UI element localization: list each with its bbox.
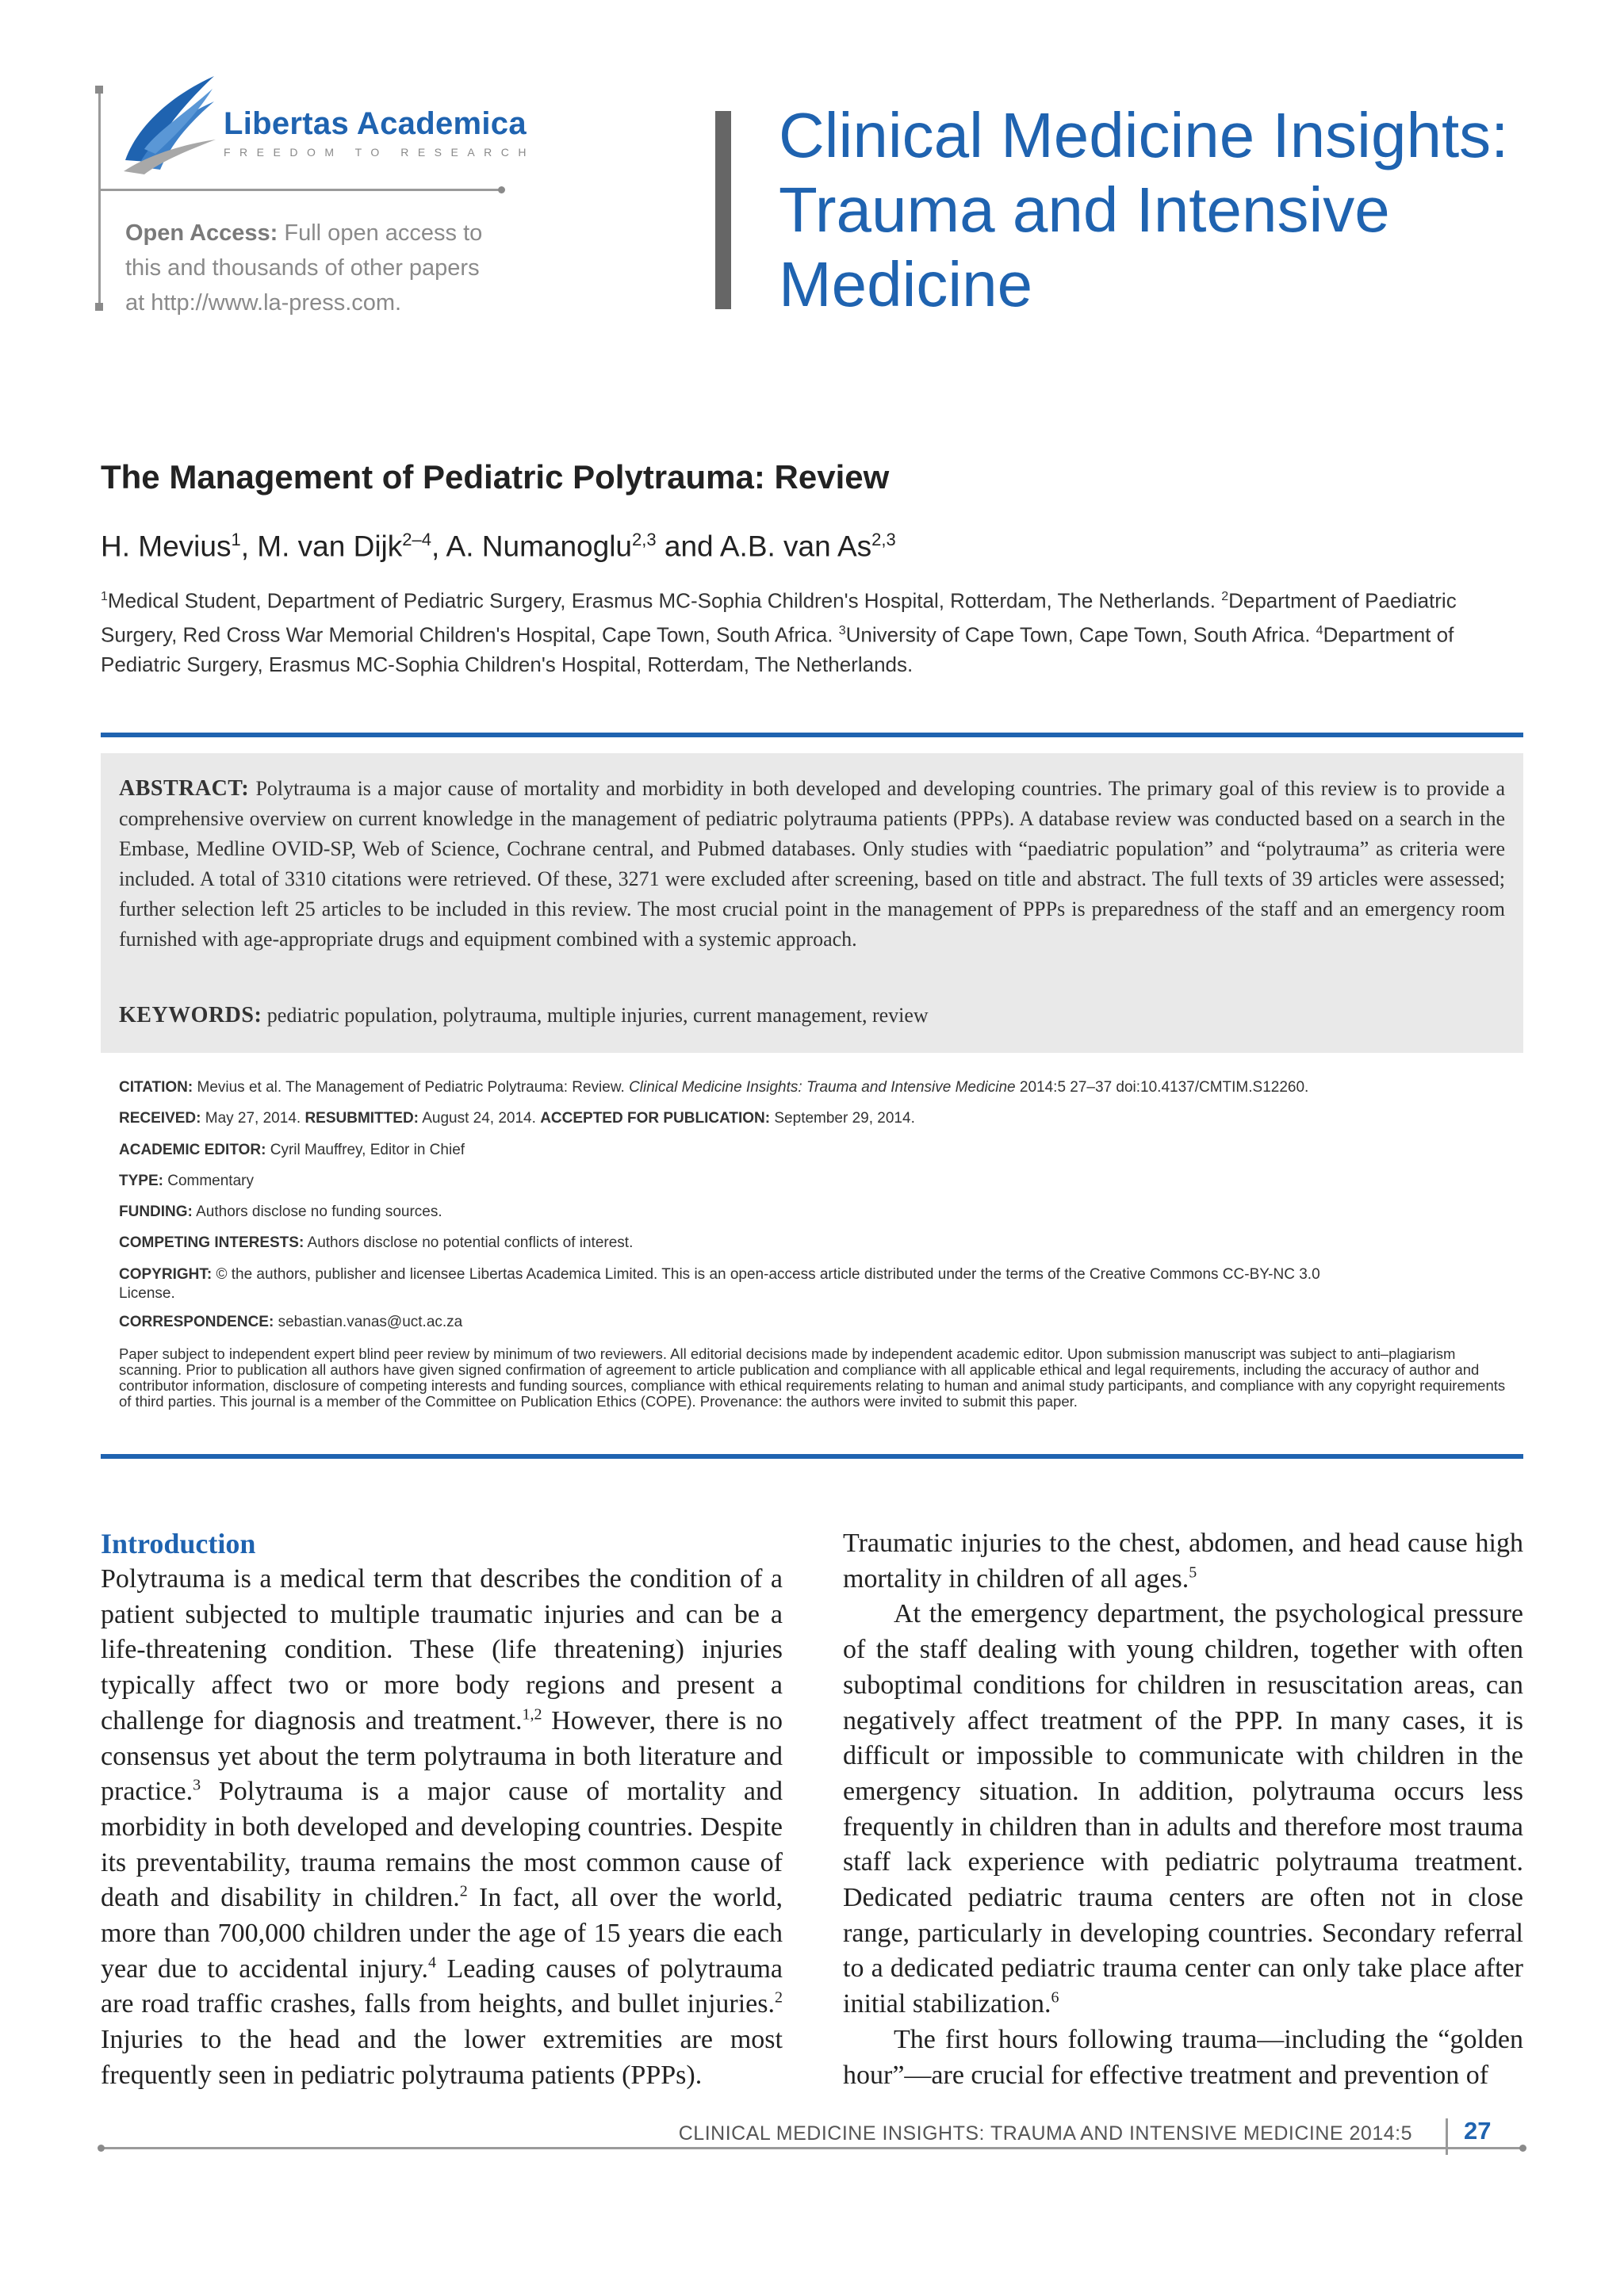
correspondence-email: sebastian.vanas@uct.ac.za	[274, 1314, 463, 1330]
author-name: A. Numanoglu	[446, 530, 632, 563]
author-list	[101, 530, 896, 563]
author-affiliation-marker: 2,3	[871, 530, 896, 549]
received-label: RECEIVED:	[119, 1110, 201, 1127]
logo-tagline: FREEDOM TO RESEARCH	[224, 146, 536, 159]
page-number: 27	[1464, 2117, 1492, 2145]
author-separator: ,	[431, 530, 446, 563]
body-column-right	[843, 1526, 1523, 2093]
paragraph: At the emergency department, the psychological pressure of the staff dealing with young children, together with often suboptimal conditions for children in resuscitation areas, can negatively affect treatment of the PPP. In many cases, it is difficult or impossible to communicate with children in the emergency situation. In addition, polytrauma occurs less frequently in children than in adults and therefore most trauma staff lack experience with pediatric polytrauma treatment. Dedicated pediatric trauma centers are often not in close range, particularly in developing countries. Secondary referral to a dedicated pediatric trauma center can only take place after initial stabilization.$^6$	[843, 1599, 1523, 2019]
type-label: TYPE:	[119, 1173, 163, 1189]
copyright-value: © the authors, publisher and licensee Libertas Academica Limited. This is an open-access article distributed under the terms of the Creative Commons CC-BY-NC 3.0 License.	[119, 1266, 1320, 1302]
abstract	[119, 774, 1505, 955]
peer-review-note: Paper subject to independent expert blind peer review by minimum of two reviewers. All editorial decisions made by independent academic editor. Upon submission manuscript was subject to anti–plagiarism scanning. Prior to publication all authors have given signed confirmation of agreement to article publication and compliance with all applicable ethical and legal requirements, including the accuracy of author and contributor information, disclosure of competing interests and funding sources, compliance with ethical requirements relating to human and animal study participants, and compliance with any copyright requirements of third parties. This journal is a member of the Committee on Publication Ethics (COPE). Provenance: the authors were invited to submit this paper.	[119, 1345, 1506, 1410]
abstract-text: Polytrauma is a major cause of mortality and morbidity in both developed and developing countries. The primary goal of this review is to provide a comprehensive overview on current knowledge in the management of pediatric polytrauma patients (PPPs). A database review was conducted based on a search in the Embase, Medline OVID-SP, Web of Science, Cochrane central, and Pubmed databases. Only studies with “paediatric population” and “polytrauma” as criteria were included. A total of 3310 citations were retrieved. Of these, 3271 were excluded after screening, based on title and abstract. The full texts of 39 articles were assessed; further selection left 25 articles to be included in this review. The most crucial point in the management of PPPs is preparedness of the staff and an emergency room furnished with age-appropriate drugs and equipment combined with a systemic approach.	[119, 777, 1505, 951]
accepted-date: September 29, 2014.	[770, 1110, 915, 1127]
competing-label: COMPETING INTERESTS:	[119, 1234, 304, 1251]
libertas-logo-icon	[121, 73, 217, 174]
affiliation-text: Medical Student, Department of Pediatric Surgery, Erasmus MC-Sophia Children's Hospital, Rotterdam, The Netherlands.	[107, 588, 1222, 613]
author-affiliation-marker: 2–4	[402, 530, 431, 549]
resubmitted-date: August 24, 2014.	[419, 1110, 541, 1127]
brand-frame-horizontal	[98, 189, 503, 191]
keywords-label: KEYWORDS:	[119, 1003, 262, 1027]
footer-rule-dot	[1519, 2145, 1526, 2152]
affiliations	[101, 582, 1528, 679]
author-affiliation-marker: 1	[231, 530, 241, 549]
paragraph: The first hours following trauma—including the “golden hour”—are crucial for effective treatment and prevention of	[843, 2024, 1523, 2090]
article-title: The Management of Pediatric Polytrauma: Review	[101, 458, 890, 496]
author-name: H. Mevius	[101, 530, 232, 563]
affiliation-marker: 2	[1221, 590, 1229, 603]
author-separator: and	[656, 530, 720, 563]
author-separator: ,	[240, 530, 258, 563]
resubmitted-label: RESUBMITTED:	[304, 1110, 419, 1127]
section-rule-bottom	[101, 1454, 1523, 1459]
author-affiliation-marker: 2,3	[632, 530, 657, 549]
open-access-label: Open Access:	[125, 220, 278, 246]
logo-name: Libertas Academica	[224, 106, 527, 141]
footer-divider	[1446, 2118, 1448, 2155]
funding-line	[119, 1203, 1515, 1221]
funding-value: Authors disclose no funding sources.	[192, 1203, 442, 1220]
citation-journal: Clinical Medicine Insights: Trauma and Intensive Medicine	[629, 1079, 1016, 1096]
open-access-text: Full open access to this and thousands of other papers at http://www.la-press.com.	[125, 220, 483, 316]
editor-line	[119, 1142, 1515, 1159]
citation-text: Mevius et al. The Management of Pediatric Polytrauma: Review.	[193, 1079, 630, 1096]
accepted-label: ACCEPTED FOR PUBLICATION:	[540, 1110, 771, 1127]
citation-line	[119, 1079, 1515, 1096]
brand-frame-vertical	[98, 87, 101, 309]
type-value: Commentary	[163, 1173, 254, 1189]
affiliation-text: University of Cape Town, Cape Town, South Africa.	[845, 622, 1316, 647]
keywords	[119, 1003, 1505, 1028]
section-rule-top	[101, 733, 1523, 737]
affiliation-text: Department of Pediatric Surgery, Erasmus MC-Sophia Children's Hospital, Rotterdam, The Netherlands.	[101, 622, 1454, 677]
received-date: May 27, 2014.	[201, 1110, 305, 1127]
footer-rule-dot	[98, 2145, 105, 2152]
author-name: M. van Dijk	[257, 530, 403, 563]
footer-rule	[101, 2147, 1523, 2149]
copyright-label: COPYRIGHT:	[119, 1266, 213, 1283]
affiliation-marker: 4	[1316, 623, 1323, 637]
funding-label: FUNDING:	[119, 1203, 193, 1220]
abstract-label: ABSTRACT:	[119, 776, 250, 801]
keywords-text: pediatric population, polytrauma, multiple injuries, current management, review	[262, 1004, 929, 1027]
competing-interests-line	[119, 1234, 1515, 1252]
affiliation-text: Department of Paediatric Surgery, Red Cross War Memorial Children's Hospital, Cape Town, South Africa.	[101, 588, 1457, 647]
dates-line	[119, 1110, 1515, 1127]
type-line	[119, 1173, 1515, 1190]
section-heading-introduction: Introduction	[101, 1528, 256, 1559]
body-column-left	[101, 1526, 783, 2094]
paragraph: Traumatic injuries to the chest, abdomen, and head cause high mortality in children of all ages.$^5$	[843, 1529, 1523, 1594]
copyright-line	[119, 1265, 1356, 1303]
paragraph: Polytrauma is a medical term that describes the condition of a patient subjected to multiple traumatic injuries and can be a life-threatening condition. These (life threatening) injuries typically affect two or more body regions and present a challenge for diagnosis and treatment.$^{1,2}$ However, there is no consensus yet about the term polytrauma in both literature and practice.$^3$ Polytrauma is a major cause of mortality and morbidity in both developed and developing countries. Despite its preventability, trauma remains the most common cause of death and disability in children.$^2$ In fact, all over the world, more than 700,000 children under the age of 15 years die each year due to accidental injury.$^4$ Leading causes of polytrauma are road traffic crashes, falls from heights, and bullet injuries.$^2$ Injuries to the head and the lower extremities are most frequently seen in pediatric polytrauma patients (PPPs).	[101, 1564, 783, 2090]
brand-frame-dot	[498, 186, 505, 193]
journal-title-bar	[715, 111, 731, 309]
brand-frame-corner	[95, 86, 103, 94]
citation-doi: 2014:5 27–37 doi:10.4137/CMTIM.S12260.	[1015, 1079, 1309, 1096]
affiliation-marker: 1	[101, 590, 108, 603]
brand-frame-corner	[95, 303, 103, 311]
journal-title: Clinical Medicine Insights: Trauma and Intensive Medicine	[779, 100, 1509, 320]
citation-label: CITATION:	[119, 1079, 193, 1096]
editor-value: Cyril Mauffrey, Editor in Chief	[266, 1142, 465, 1158]
correspondence-line	[119, 1314, 1515, 1331]
open-access-note	[125, 216, 498, 320]
competing-value: Authors disclose no potential conflicts of interest.	[304, 1234, 634, 1251]
editor-label: ACADEMIC EDITOR:	[119, 1142, 266, 1158]
author-name: A.B. van As	[719, 530, 872, 563]
running-title: CLINICAL MEDICINE INSIGHTS: TRAUMA AND INTENSIVE MEDICINE 2014:5	[678, 2122, 1412, 2145]
correspondence-label: CORRESPONDENCE:	[119, 1314, 274, 1330]
affiliation-marker: 3	[838, 623, 846, 637]
